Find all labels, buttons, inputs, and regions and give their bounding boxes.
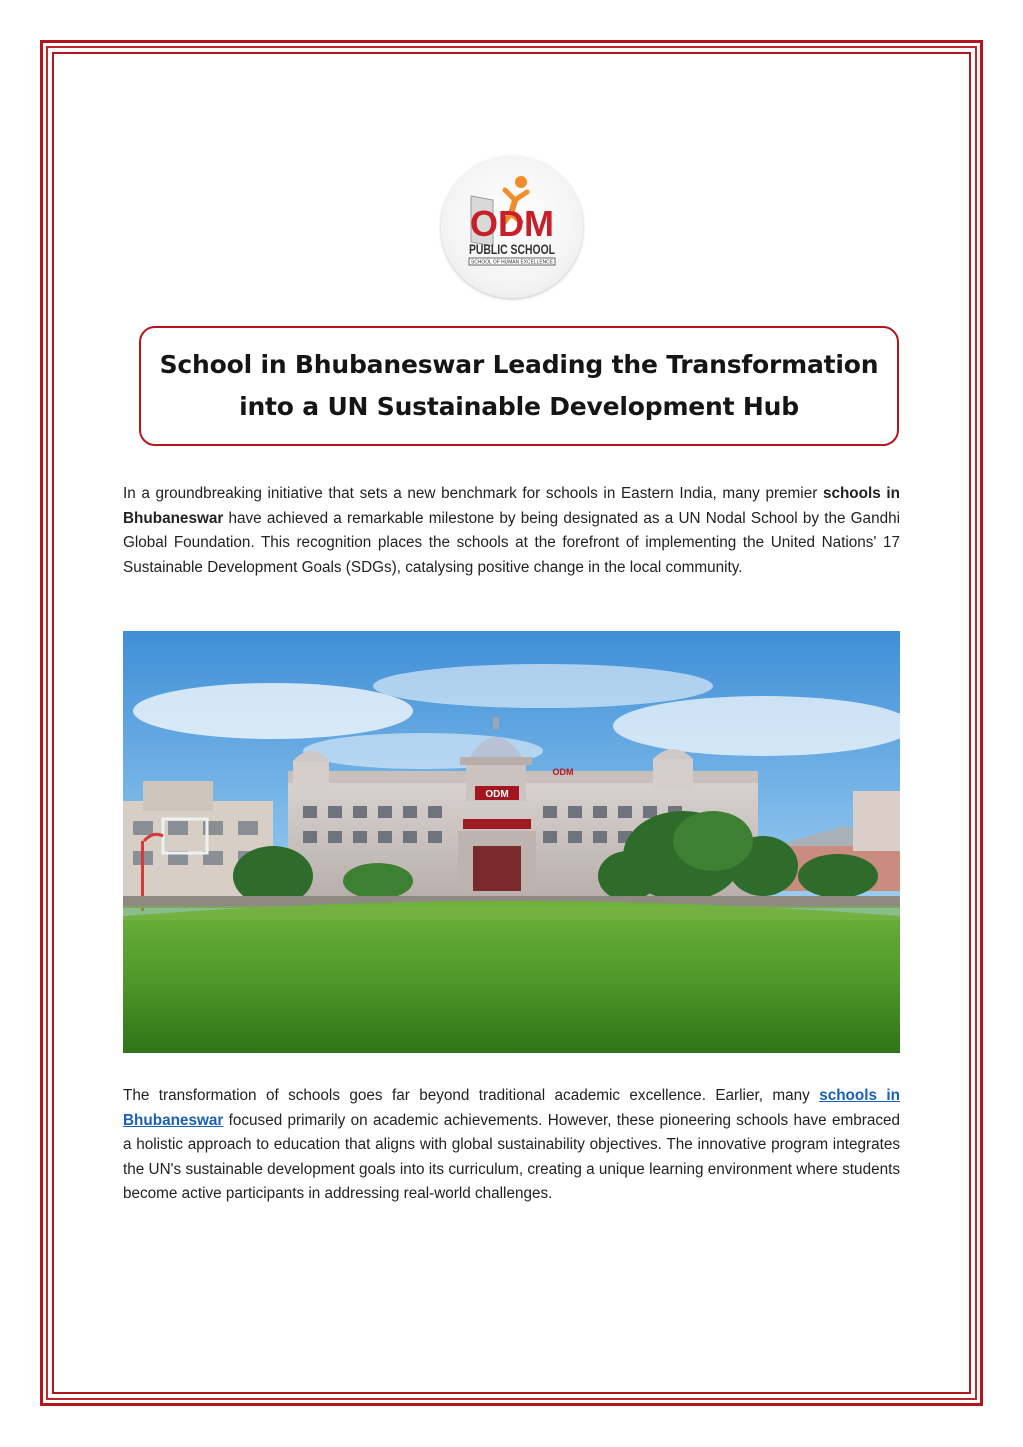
title-box (139, 326, 899, 446)
odm-logo-icon (441, 156, 583, 298)
campus-sign: ODM (485, 789, 509, 800)
intro-paragraph (123, 482, 900, 580)
title-line-2: into a UN Sustainable Development Hub (239, 392, 799, 421)
school-logo (441, 156, 583, 298)
body-text-end: focused primarily on academic achievements. However, these pioneering schools have embraced a holistic approach to education that aligns with global sustainability objectives. The innovative program integrates the UN's sustainable development goals into its curriculum, creating a unique learning environment where students become active participants in addressing real-world challenges. (123, 1111, 900, 1202)
intro-text-end: have achieved a remarkable milestone by being designated as a UN Nodal School by the Gandhi Global Foundation. This recognition places the schools at the forefront of implementing the United Nations' 17 Sustainable Development Goals (SDGs), catalysing positive change in the local community. (123, 509, 900, 576)
logo-name: PUBLIC SCHOOL (469, 241, 556, 257)
body-paragraph (123, 1084, 900, 1207)
campus-photo (123, 631, 900, 1053)
logo-tagline: SCHOOL OF HUMAN EXCELLENCE (471, 259, 554, 266)
page-title (160, 344, 879, 428)
campus-sign-small: ODM (552, 767, 574, 777)
body-text-start: The transformation of schools goes far beyond traditional academic excellence. Earlier, many (123, 1087, 820, 1104)
logo-brand: ODM (470, 203, 554, 244)
schools-link[interactable]: schools in Bhubaneswar (123, 1087, 900, 1129)
intro-text-start: In a groundbreaking initiative that sets a new benchmark for schools in Eastern India, many premier (123, 485, 823, 502)
title-line-1: School in Bhubaneswar Leading the Transformation (159, 350, 879, 379)
intro-bold-keyword: schools in Bhubaneswar (123, 485, 900, 527)
